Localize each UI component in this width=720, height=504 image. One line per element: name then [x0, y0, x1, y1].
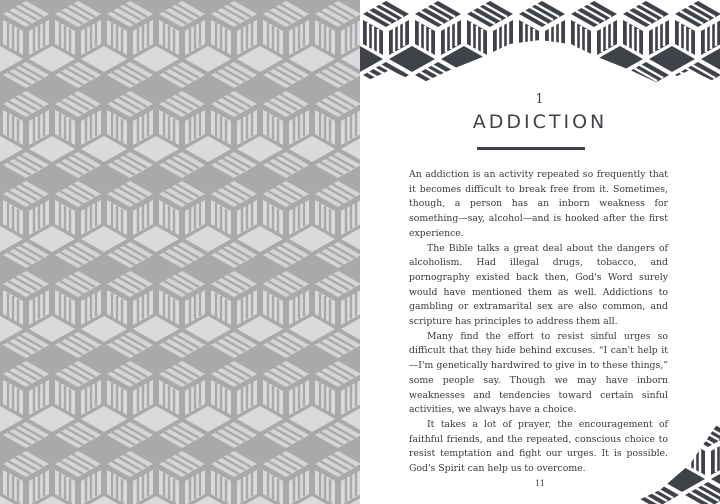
paragraph-3: Many find the effort to resist sinful urges so difficult that they hide behind excuses. “I can't help it—I'm genetically hardwired to give in to these things,” some people say. Though we may have inborn weaknesses and tendencies toward certain sinful activities, we always have a choice.: [409, 330, 668, 416]
text-page: [360, 0, 720, 504]
paragraph-2: The Bible talks a great deal about the dangers of alcoholism. Had illegal drugs, tobacco, and pornography existed back then, God's Word surely would have mentioned them as well. Addictions to gambling or extramarital sex are also common, and scripture has principles to address them all.: [409, 242, 668, 328]
chapter-title: ADDICTION: [472, 111, 608, 133]
chapter-number: 1: [535, 92, 545, 107]
paragraph-1: An addiction is an activity repeated so frequently that it becomes difficult to break free from it. Sometimes, though, a person has an inborn weakness for something—say, alcohol—and is hooked after the first experience.: [409, 169, 668, 239]
corner-pattern: [630, 420, 720, 504]
page-number: 11: [534, 479, 546, 488]
title-underline: [477, 147, 585, 150]
paragraph-4: It takes a lot of prayer, the encouragement of faithful friends, and the repeated, conscious choice to resist temptation and fight our urges. It is possible. God's Spirit can help us to overcome.: [409, 418, 668, 475]
top-pattern-band: [360, 0, 720, 90]
